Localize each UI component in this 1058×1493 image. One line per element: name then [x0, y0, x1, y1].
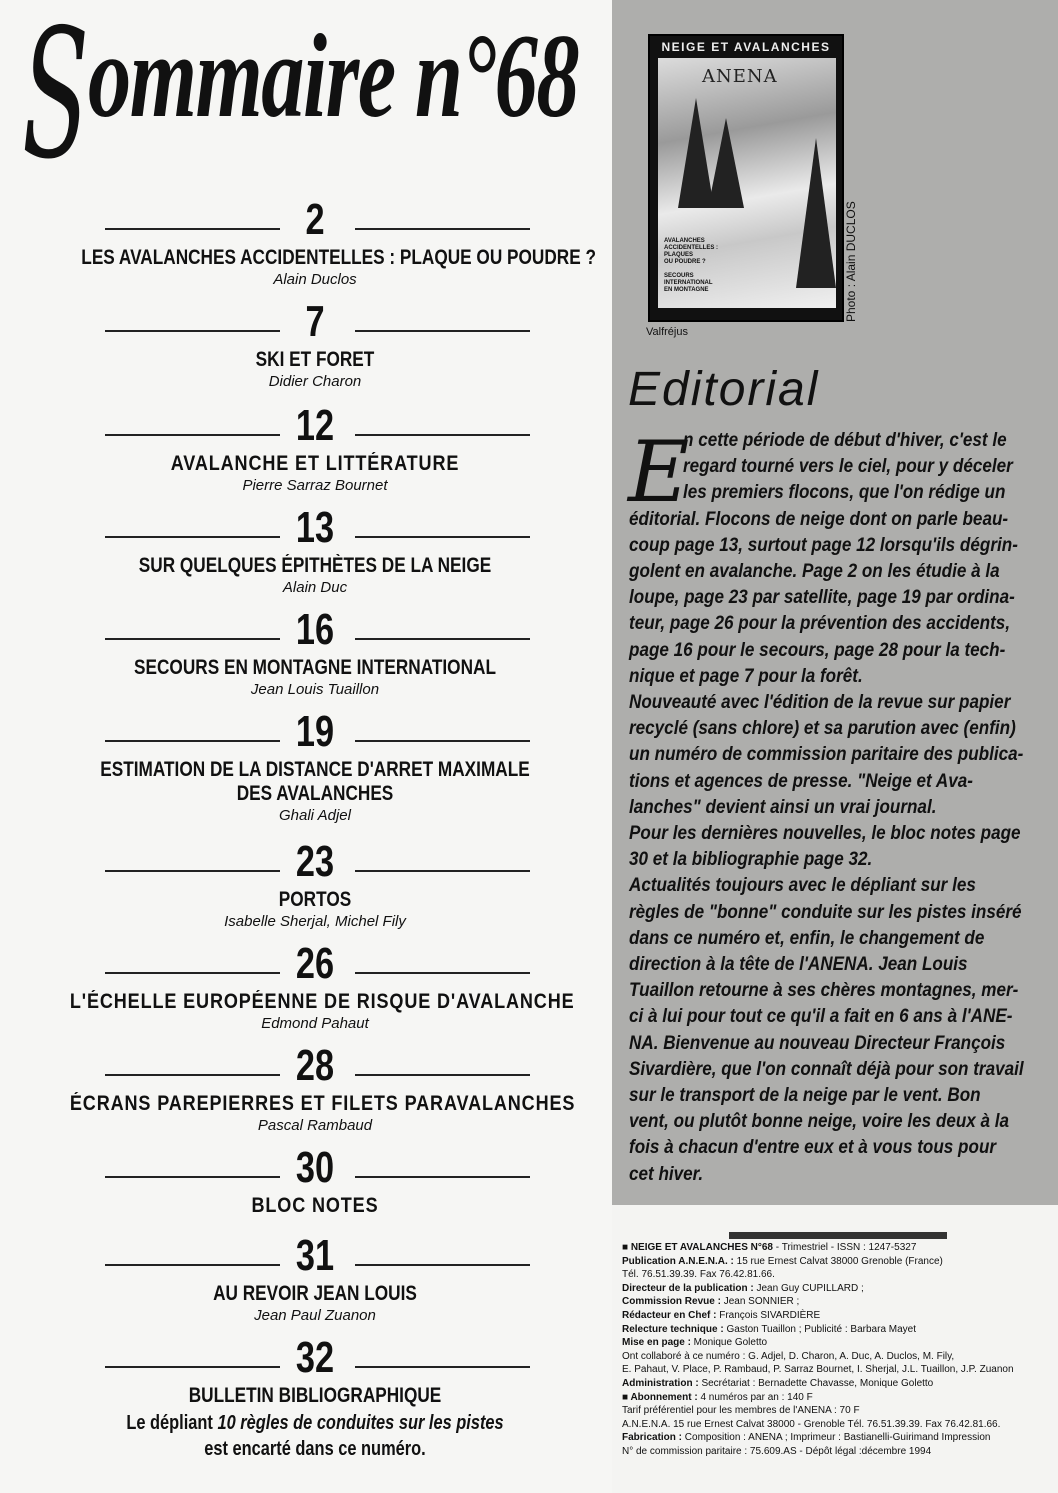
tree-icon: [796, 138, 836, 288]
editorial-line: cet hiver.: [629, 1163, 704, 1185]
entry-number-row: [30, 1041, 600, 1092]
editorial-line: sur le transport de la neige par le vent. Bon: [629, 1085, 981, 1107]
editorial-line: Actualités toujours avec le dépliant sur les: [629, 875, 976, 897]
editorial-line: dans ce numéro et, enfin, le changement de: [629, 927, 985, 949]
rule-left: [105, 870, 280, 872]
rule-left: [105, 1074, 280, 1076]
cover-footer-band: [650, 308, 842, 320]
article-title: BULLETIN BIBLIOGRAPHIQUE: [188, 1384, 442, 1407]
article-title: SKI ET FORET: [255, 348, 375, 371]
article-title: BLOC NOTES: [251, 1194, 379, 1217]
editorial-line: fois à chacun d'entre eux et à vous tous pour: [629, 1137, 997, 1159]
editorial-line: les premiers flocons, que l'on rédige un: [683, 482, 1006, 504]
editorial-line: ci à lui pour tout ce qu'il a fait en 6 ans à l'ANE-: [629, 1006, 1013, 1028]
article-title: AVALANCHE ET LITTÉRATURE: [170, 452, 460, 475]
imprint-line: N° de commission paritaire : 75.609.AS - Dépôt légal :décembre 1994: [622, 1445, 932, 1457]
page-number: 26: [295, 939, 335, 988]
toc-entry: [30, 707, 600, 825]
imprint-line: Commission Revue : Jean SONNIER ;: [622, 1296, 800, 1308]
entry-number-row: [30, 1333, 600, 1384]
page-number: 28: [295, 1041, 335, 1090]
rule-right: [355, 1176, 530, 1178]
editorial-line: 30 et la bibliographie page 32.: [629, 849, 873, 871]
rule-right: [355, 1074, 530, 1076]
page-title: [22, 0, 592, 206]
cover-caption: Valfréjus: [646, 326, 688, 338]
article-author: Alain Duc: [282, 579, 348, 596]
rule-right: [355, 1366, 530, 1368]
rule-right: [355, 740, 530, 742]
article-author: Jean Louis Tuaillon: [250, 681, 380, 698]
imprint-panel: [612, 1205, 1058, 1493]
article-title: SECOURS EN MONTAGNE INTERNATIONAL: [134, 656, 496, 679]
editorial-line: nique et page 7 pour la forêt.: [629, 665, 863, 687]
article-author: Pierre Sarraz Bournet: [242, 477, 388, 494]
entry-number-row: [30, 605, 600, 656]
editorial-title: Editorial: [628, 363, 820, 416]
article-title: AU REVOIR JEAN LOUIS: [213, 1282, 417, 1305]
rule-left: [105, 1176, 280, 1178]
imprint-line: Directeur de la publication : Jean Guy CUPILLARD ;: [622, 1282, 864, 1294]
article-author: Alain Duclos: [273, 271, 357, 288]
rule-left: [105, 638, 280, 640]
photo-credit: Photo : Alain DUCLOS: [844, 201, 858, 322]
toc-entry: [30, 1143, 600, 1218]
cover-photo: [658, 58, 836, 312]
entry-number-row: [30, 401, 600, 452]
editorial-line: direction à la tête de l'ANENA. Jean Louis: [629, 954, 968, 976]
toc-entry: [30, 503, 600, 597]
editorial-line: NA. Bienvenue au nouveau Directeur François: [629, 1032, 1006, 1054]
editorial-line: un numéro de commission paritaire des publica-: [629, 744, 1024, 766]
entry-number-row: [30, 707, 600, 758]
imprint-line: Administration : Secrétariat : Bernadette Chavasse, Monique Goletto: [622, 1377, 934, 1389]
page-number: 16: [295, 605, 335, 654]
editorial-line: règles de "bonne" conduite sur les pistes inséré: [629, 901, 1022, 923]
cover-logo: ANENA: [702, 66, 778, 87]
toc-entry: [30, 401, 600, 495]
editorial-line: page 16 pour le secours, page 28 pour la tech-: [629, 639, 1006, 661]
article-title-line2: DES AVALANCHES: [236, 782, 394, 805]
entry-number-row: [30, 297, 600, 348]
page-number: 31: [295, 1231, 335, 1280]
article-author: Isabelle Sherjal, Michel Fily: [224, 913, 406, 930]
imprint-line: Rédacteur en Chef : François SIVARDIÈRE: [622, 1309, 821, 1321]
editorial-body: [628, 423, 1029, 1188]
rule-right: [355, 870, 530, 872]
rule-right: [355, 536, 530, 538]
imprint-line: Fabrication : Composition : ANENA ; Imprimeur : Bastianelli-Guirimand Impression: [622, 1432, 991, 1444]
article-title: ÉCRANS PAREPIERRES ET FILETS PARAVALANCHES: [69, 1092, 576, 1115]
entry-number-row: [30, 503, 600, 554]
toc-entry: [30, 1231, 600, 1325]
page-number: 13: [295, 503, 335, 552]
rule-right: [355, 972, 530, 974]
rule-left: [105, 972, 280, 974]
editorial-panel: [612, 0, 1058, 1205]
rule-left: [105, 228, 280, 230]
page-number: 30: [295, 1143, 335, 1192]
toc-entry: [30, 297, 600, 391]
rule-left: [105, 330, 280, 332]
article-author: Jean Paul Zuanon: [254, 1307, 376, 1324]
toc-entry: [30, 1041, 600, 1135]
tree-icon: [708, 118, 744, 208]
toc-entry: [30, 1333, 600, 1408]
page-number: 19: [295, 707, 335, 756]
editorial-line: vent, ou plutôt bonne neige, voire les deux à la: [629, 1111, 1010, 1133]
editorial-line: regard tourné vers le ciel, pour y déceler: [683, 456, 1013, 478]
editorial-line: Sivardière, que l'on connaît déjà pour son travail: [629, 1058, 1024, 1080]
imprint-line: A.N.E.N.A. 15 rue Ernest Calvat 38000 - Grenoble Tél. 76.51.39.39. Fax 76.42.81.66.: [622, 1418, 1001, 1430]
imprint-block: [622, 1241, 1052, 1459]
page-number: 7: [305, 297, 325, 346]
editorial-line: Pour les dernières nouvelles, le bloc notes page: [629, 823, 1021, 845]
entry-number-row: [30, 1143, 600, 1194]
imprint-line: ■ NEIGE ET AVALANCHES N°68 - Trimestriel - ISSN : 1247-5327: [622, 1242, 917, 1253]
entry-number-row: [30, 837, 600, 888]
editorial-line: loupe, page 23 par satellite, page 19 par ordina-: [629, 587, 1015, 609]
imprint-line: E. Pahaut, V. Place, P. Rambaud, P. Sarraz Bournet, I. Sherjal, J.L. Tuaillon, J.P. Zuanon: [622, 1364, 1014, 1376]
cover-thumbnail: [648, 34, 844, 322]
rule-right: [355, 1264, 530, 1266]
rule-left: [105, 740, 280, 742]
editorial-line: golent en avalanche. Page 2 on les étudie à la: [629, 561, 1000, 583]
rule-left: [105, 434, 280, 436]
entry-number-row: [30, 939, 600, 990]
rule-right: [355, 638, 530, 640]
editorial-line: lanches" devient ainsi un vrai journal.: [629, 796, 937, 818]
cover-headlines: AVALANCHES ACCIDENTELLES : PLAQUES OU POUDRE ? SECOURS INTERNATIONAL EN MONTAGNE: [664, 238, 718, 293]
imprint-line: Publication A.N.E.N.A. : 15 rue Ernest Calvat 38000 Grenoble (France): [622, 1255, 943, 1267]
editorial-dropcap: E: [628, 423, 690, 521]
editorial-line: coup page 13, surtout page 12 lorsqu'ils dégrin-: [629, 534, 1018, 556]
article-title: SUR QUELQUES ÉPITHÈTES DE LA NEIGE: [138, 554, 492, 577]
imprint-line: Tél. 76.51.39.39. Fax 76.42.81.66.: [622, 1269, 775, 1281]
page-number: 23: [295, 837, 335, 886]
article-author: Didier Charon: [268, 373, 362, 390]
insert-note: [30, 1410, 600, 1462]
editorial-line: recyclé (sans chlore) et sa parution avec (enfin): [629, 718, 1016, 740]
imprint-line: Mise en page : Monique Goletto: [622, 1337, 768, 1349]
title-text: ommaire n°68: [88, 9, 579, 142]
rule-right: [355, 330, 530, 332]
toc-entry: [30, 605, 600, 699]
editorial-line: Tuaillon retourne à ses chères montagnes, mer-: [629, 980, 1019, 1002]
editorial-line: teur, page 26 pour la prévention des accidents,: [629, 613, 1011, 635]
title-initial: S: [22, 0, 90, 198]
toc-entry: [30, 837, 600, 931]
editorial-line: tions et agences de presse. "Neige et Ava-: [629, 770, 973, 792]
imprint-line: Relecture technique : Gaston Tuaillon ; Publicité : Barbara Mayet: [622, 1323, 917, 1335]
rule-left: [105, 1366, 280, 1368]
cover-band: NEIGE ET AVALANCHES: [650, 36, 842, 58]
entry-number-row: [30, 1231, 600, 1282]
editorial-line: n cette période de début d'hiver, c'est le: [683, 430, 1007, 451]
imprint-line: ■ Abonnement : 4 numéros par an : 140 F: [622, 1391, 813, 1403]
imprint-line: Ont collaboré à ce numéro : G. Adjel, D. Charon, A. Duc, A. Duclos, M. Fily,: [622, 1350, 955, 1362]
page-number: 12: [295, 401, 335, 450]
toc-entry: [30, 939, 600, 1033]
page-number: 32: [295, 1333, 335, 1382]
article-author: Pascal Rambaud: [257, 1117, 373, 1134]
rule-left: [105, 1264, 280, 1266]
toc-entry: [30, 195, 600, 289]
article-author: Ghali Adjel: [279, 807, 351, 824]
rule-right: [355, 434, 530, 436]
insert-note-line1: Le dépliant 10 règles de conduites sur les pistes: [126, 1412, 504, 1434]
article-author: Edmond Pahaut: [261, 1015, 369, 1032]
imprint-divider: [729, 1232, 947, 1239]
article-title: PORTOS: [278, 888, 352, 911]
editorial-line: Nouveauté avec l'édition de la revue sur papier: [629, 692, 1011, 714]
imprint-line: Tarif préférentiel pour les membres de l'ANENA : 70 F: [622, 1405, 860, 1417]
article-title: L'ÉCHELLE EUROPÉENNE DE RISQUE D'AVALANCHE: [69, 990, 575, 1013]
article-title: ESTIMATION DE LA DISTANCE D'ARRET MAXIMALE: [100, 758, 530, 781]
article-title: LES AVALANCHES ACCIDENTELLES : PLAQUE OU POUDRE ?: [81, 246, 597, 269]
editorial-line: éditorial. Flocons de neige dont on parle beau-: [629, 508, 1009, 530]
rule-left: [105, 536, 280, 538]
insert-note-line2: est encarté dans ce numéro.: [204, 1438, 426, 1460]
rule-right: [355, 228, 530, 230]
page-number: 2: [305, 195, 325, 244]
entry-number-row: [30, 195, 600, 246]
